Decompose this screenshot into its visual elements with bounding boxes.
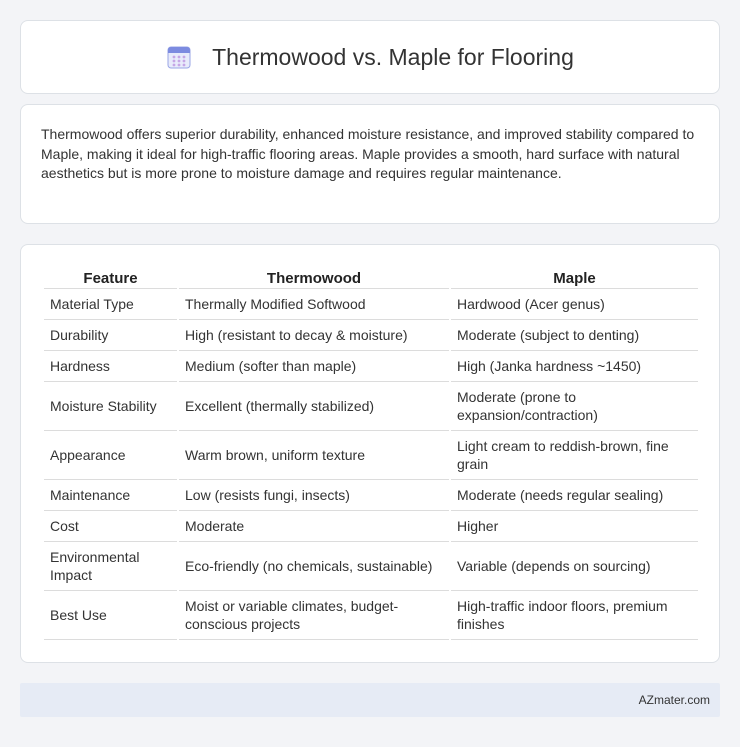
- feature-cell: Maintenance: [44, 480, 177, 511]
- thermowood-cell: Eco-friendly (no chemicals, sustainable): [179, 542, 449, 591]
- thermowood-cell: High (resistant to decay & moisture): [179, 320, 449, 351]
- feature-cell: Material Type: [44, 289, 177, 320]
- maple-cell: Light cream to reddish-brown, fine grain: [451, 431, 698, 480]
- feature-cell: Appearance: [44, 431, 177, 480]
- thermowood-cell: Warm brown, uniform texture: [179, 431, 449, 480]
- maple-cell: High (Janka hardness ~1450): [451, 351, 698, 382]
- maple-cell: Higher: [451, 511, 698, 542]
- thermowood-cell: Thermally Modified Softwood: [179, 289, 449, 320]
- maple-cell: Moderate (prone to expansion/contraction): [451, 382, 698, 431]
- summary-card: [20, 104, 720, 224]
- maple-cell: Moderate (subject to denting): [451, 320, 698, 351]
- comparison-table-card: [20, 244, 720, 663]
- table-row: [44, 542, 698, 591]
- table-row: [44, 431, 698, 480]
- thermowood-cell: Moist or variable climates, budget-conscious projects: [179, 591, 449, 640]
- maple-cell: Variable (depends on sourcing): [451, 542, 698, 591]
- table-row: [44, 382, 698, 431]
- thermowood-cell: Excellent (thermally stabilized): [179, 382, 449, 431]
- title-wrap: [166, 44, 574, 71]
- table-row: [44, 289, 698, 320]
- table-row: [44, 480, 698, 511]
- header-thermowood: Thermowood: [179, 265, 449, 289]
- feature-cell: Cost: [44, 511, 177, 542]
- maple-cell: High-traffic indoor floors, premium finishes: [451, 591, 698, 640]
- header-card: [20, 20, 720, 94]
- maple-cell: Moderate (needs regular sealing): [451, 480, 698, 511]
- feature-cell: Moisture Stability: [44, 382, 177, 431]
- thermowood-cell: Medium (softer than maple): [179, 351, 449, 382]
- calendar-grid-icon: [166, 44, 192, 70]
- table-row: [44, 591, 698, 640]
- table-header-row: [44, 265, 698, 289]
- maple-cell: Hardwood (Acer genus): [451, 289, 698, 320]
- table-row: [44, 351, 698, 382]
- feature-cell: Hardness: [44, 351, 177, 382]
- header-maple: Maple: [451, 265, 698, 289]
- footer-bar: [20, 683, 720, 717]
- feature-cell: Environmental Impact: [44, 542, 177, 591]
- feature-cell: Best Use: [44, 591, 177, 640]
- header-feature: Feature: [44, 265, 177, 289]
- thermowood-cell: Moderate: [179, 511, 449, 542]
- table-row: [44, 511, 698, 542]
- summary-text: Thermowood offers superior durability, enhanced moisture resistance, and improved stability compared to Maple, making it ideal for high-traffic flooring areas. Maple provides a smooth, hard surface with natural aesthetics but is more prone to moisture damage and requires regular maintenance.: [41, 126, 695, 181]
- page-title: Thermowood vs. Maple for Flooring: [212, 43, 574, 70]
- table-row: [44, 320, 698, 351]
- comparison-table: [42, 265, 700, 640]
- feature-cell: Durability: [44, 320, 177, 351]
- thermowood-cell: Low (resists fungi, insects): [179, 480, 449, 511]
- footer-brand[interactable]: AZmater.com: [638, 693, 710, 707]
